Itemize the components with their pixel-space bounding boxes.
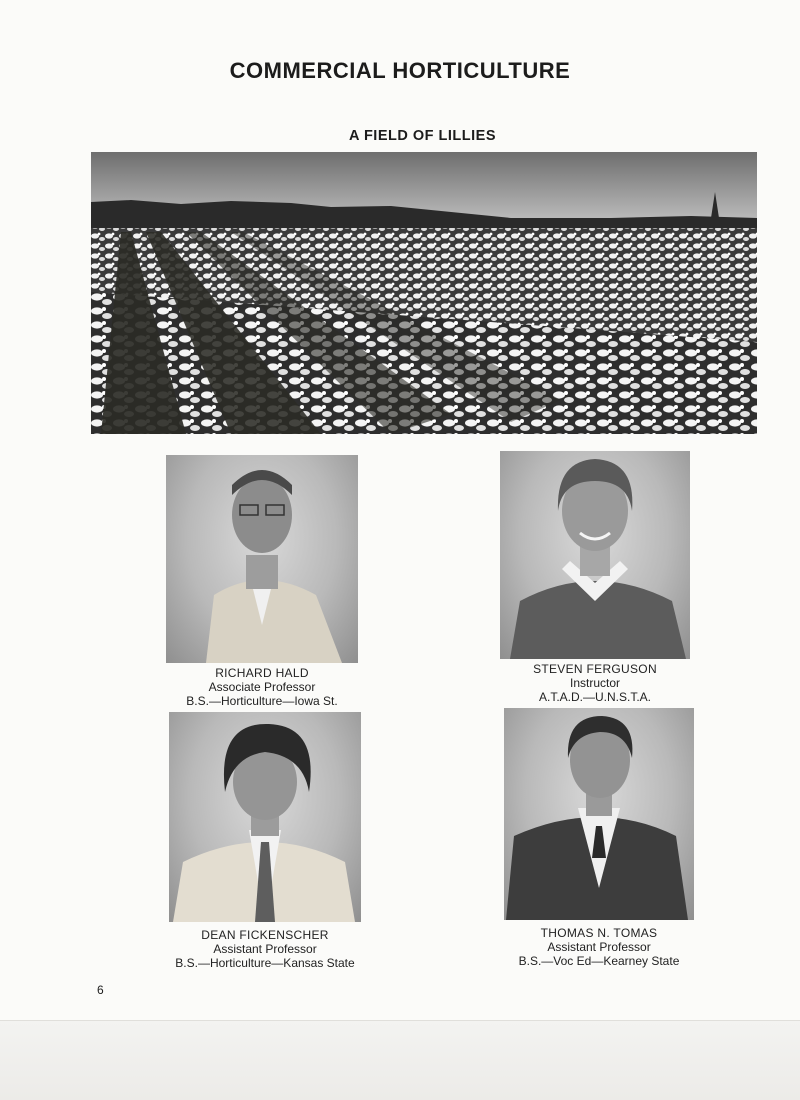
faculty-position: Associate Professor — [208, 680, 316, 694]
portrait-steven-ferguson — [500, 451, 690, 659]
scan-bottom-strip — [0, 1020, 800, 1100]
faculty-degree: B.S.—Horticulture—Kansas State — [175, 956, 355, 970]
portrait-thomas-tomas — [504, 708, 694, 920]
photo-heading: A FIELD OF LILLIES — [348, 128, 496, 144]
faculty-name: DEAN FICKENSCHER — [201, 928, 329, 942]
faculty-position: Assistant Professor — [547, 940, 651, 954]
page-title: COMMERCIAL HORTICULTURE — [229, 58, 571, 83]
faculty-name: THOMAS N. TOMAS — [540, 926, 658, 940]
faculty-degree: B.S.—Voc Ed—Kearney State — [518, 954, 680, 968]
caption-dean-fickenscher — [169, 928, 361, 970]
lily-field-illustration — [91, 152, 757, 434]
lily-field-photo — [91, 152, 757, 434]
caption-richard-hald — [166, 666, 358, 708]
portrait-dean-fickenscher — [169, 712, 361, 922]
portrait-illustration — [504, 708, 694, 920]
faculty-name: STEVEN FERGUSON — [533, 662, 657, 676]
caption-steven-ferguson — [500, 662, 690, 704]
portrait-illustration — [166, 455, 358, 663]
portrait-illustration — [169, 712, 361, 922]
faculty-degree: B.S.—Horticulture—Iowa St. — [186, 694, 338, 708]
faculty-position: Assistant Professor — [213, 942, 317, 956]
portrait-illustration — [500, 451, 690, 659]
portrait-richard-hald — [166, 455, 358, 663]
caption-thomas-tomas — [504, 926, 694, 968]
faculty-degree: A.T.A.D.—U.N.S.T.A. — [538, 690, 652, 704]
faculty-position: Instructor — [569, 676, 620, 690]
page-number: 6 — [97, 983, 104, 997]
faculty-name: RICHARD HALD — [215, 666, 309, 680]
